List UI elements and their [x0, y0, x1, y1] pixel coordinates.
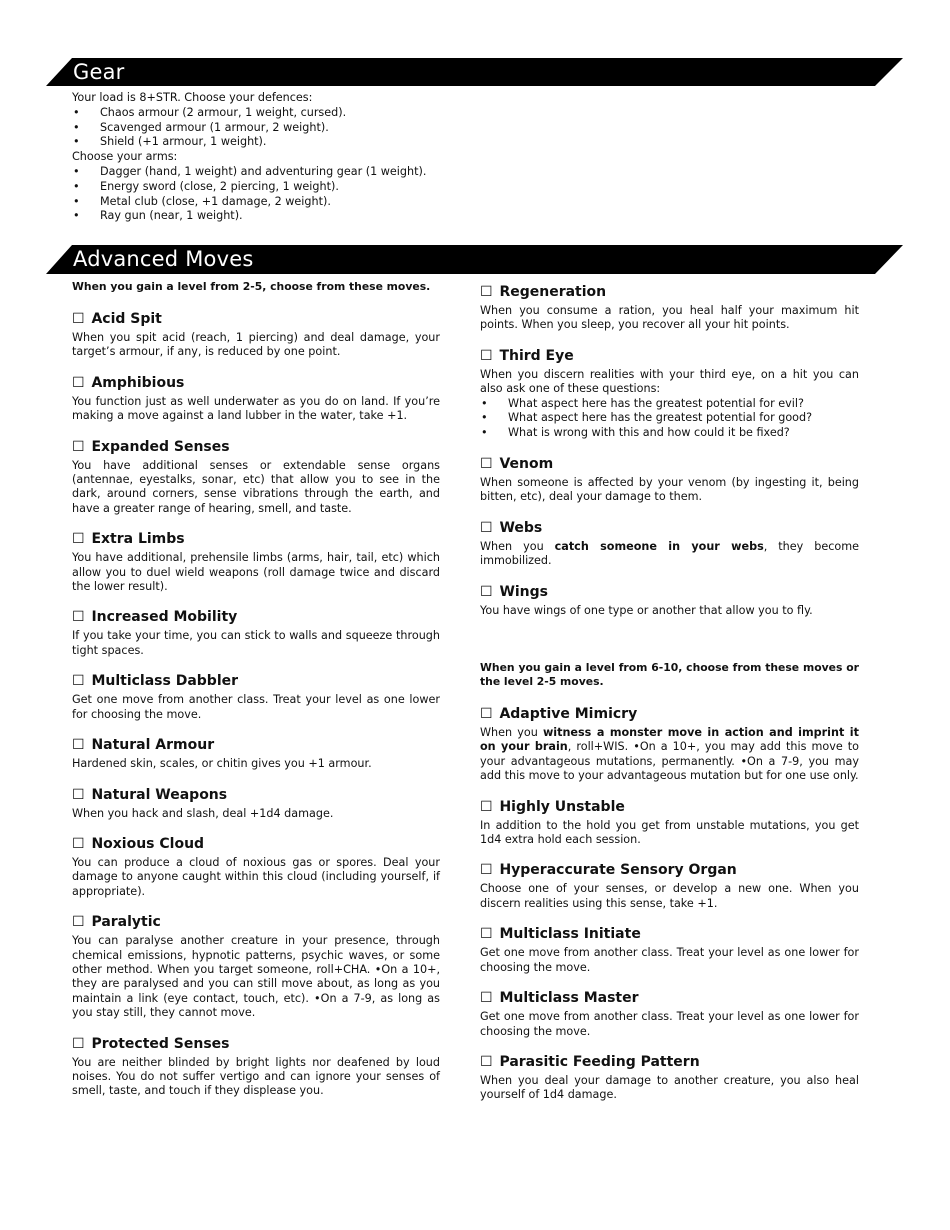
list-item: • Energy sword (close, 2 piercing, 1 weight).	[72, 180, 632, 195]
checkbox[interactable]: ☐	[72, 438, 85, 455]
checkbox[interactable]: ☐	[72, 914, 85, 931]
move-text: You are neither blinded by bright lights nor deafened by loud noises. You do not suffer vertigo and can ignore your senses of smell, taste, and touch if they displease you.	[72, 1055, 440, 1098]
gear-banner	[46, 58, 903, 86]
move-regeneration	[480, 284, 859, 333]
checkbox[interactable]: ☐	[480, 990, 493, 1007]
move-name: Multiclass Dabbler	[91, 673, 239, 690]
checkbox[interactable]: ☐	[72, 737, 85, 754]
list-item: • Shield (+1 armour, 1 weight).	[72, 135, 632, 150]
move-text: You have wings of one type or another that allow you to fly.	[480, 603, 813, 617]
move-name: Adaptive Mimicry	[499, 706, 638, 723]
move-text: Get one move from another class. Treat your level as one lower for choosing the move.	[480, 946, 859, 974]
gear-title: Gear	[73, 60, 125, 84]
checkbox[interactable]: ☐	[480, 347, 493, 364]
move-name: Noxious Cloud	[91, 835, 205, 852]
move-wings	[480, 584, 859, 618]
move-name: Parasitic Feeding Pattern	[499, 1053, 700, 1070]
move-text: You can paralyse another creature in your presence, through chemical emissions, hypnotic patterns, psychic waves, or some other method. When you target someone, roll+CHA. •On a 10+, they are paralysed and you can still move about, as long as you maintain a link (eye contact, touch, etc). •On a 7-9, as long as you stay still, they cannot move.	[72, 934, 440, 1020]
move-text	[480, 540, 859, 569]
move-text: In addition to the hold you get from unstable mutations, you get 1d4 extra hold each session.	[480, 818, 859, 847]
move-text	[480, 726, 859, 784]
text-bold: witness a monster move in action and imprint it on your brain	[480, 726, 859, 754]
move-extra-limbs	[72, 531, 440, 594]
checkbox[interactable]: ☐	[480, 456, 493, 473]
move-text: You can produce a cloud of noxious gas or spores. Deal your damage to anyone caught within this cloud (including yourself, if appropriate).	[72, 855, 440, 898]
intro-6-10: When you gain a level from 6-10, choose from these moves or the level 2-5 moves.	[480, 661, 859, 689]
move-name: Natural Armour	[91, 737, 215, 754]
list-item: • Chaos armour (2 armour, 1 weight, cursed).	[72, 106, 632, 121]
checkbox[interactable]: ☐	[480, 583, 493, 600]
load-text: Your load is 8+STR. Choose your defences:	[72, 91, 313, 104]
list-item: • Metal club (close, +1 damage, 2 weight).	[72, 195, 632, 210]
checkbox[interactable]: ☐	[480, 284, 493, 300]
text-part: When you	[480, 726, 543, 740]
move-text: Choose one of your senses, or develop a new one. When you discern realities using this sense, take +1.	[480, 882, 859, 910]
move-name: Webs	[499, 519, 543, 536]
move-venom	[480, 456, 859, 505]
text-bold: catch someone in your webs	[554, 539, 764, 553]
move-name: Extra Limbs	[91, 531, 185, 548]
checkbox[interactable]: ☐	[72, 311, 85, 327]
move-text: You have additional, prehensile limbs (arms, hair, tail, etc) which allow you to duel wield weapons (roll damage twice and discard the lower result).	[72, 551, 440, 594]
move-name: Multiclass Initiate	[499, 926, 641, 943]
checkbox[interactable]: ☐	[72, 835, 85, 852]
move-natural-armour	[72, 737, 440, 771]
move-name: Paralytic	[91, 914, 161, 931]
move-adaptive-mimicry	[480, 706, 859, 784]
advanced-moves-title: Advanced Moves	[73, 247, 254, 271]
move-hyperaccurate-sensory-organ	[480, 862, 859, 911]
move-text: When you hack and slash, deal +1d4 damage.	[72, 806, 334, 820]
list-item: • Ray gun (near, 1 weight).	[72, 209, 632, 224]
move-name: Hyperaccurate Sensory Organ	[499, 862, 737, 879]
checkbox[interactable]: ☐	[72, 1035, 85, 1052]
move-name: Regeneration	[499, 284, 607, 300]
move-increased-mobility	[72, 609, 440, 658]
move-name: Increased Mobility	[91, 609, 238, 626]
list-item: • What is wrong with this and how could it be fixed?	[480, 426, 859, 441]
move-acid-spit	[72, 311, 440, 360]
intro-2-5: When you gain a level from 2-5, choose from these moves.	[72, 280, 431, 293]
move-name: Protected Senses	[91, 1035, 230, 1052]
checkbox[interactable]: ☐	[480, 519, 493, 536]
checkbox[interactable]: ☐	[480, 862, 493, 879]
move-third-eye	[480, 348, 859, 441]
moves-column-left	[72, 280, 440, 1099]
move-multiclass-master	[480, 990, 859, 1039]
move-text: When you spit acid (reach, 1 piercing) and deal damage, your target’s armour, if any, is reduced by one point.	[72, 331, 440, 359]
third-eye-questions	[480, 397, 859, 441]
checkbox[interactable]: ☐	[480, 926, 493, 943]
move-protected-senses	[72, 1036, 440, 1099]
move-expanded-senses	[72, 439, 440, 517]
list-item: • Dagger (hand, 1 weight) and adventuring gear (1 weight).	[72, 165, 632, 180]
checkbox[interactable]: ☐	[72, 673, 85, 690]
move-name: Acid Spit	[91, 311, 162, 327]
arms-text: Choose your arms:	[72, 150, 178, 164]
list-item: • What aspect here has the greatest potential for good?	[480, 411, 859, 426]
text-part: , they become immobilized.	[480, 539, 859, 568]
move-text: You function just as well underwater as you do on land. If you’re making a move against a land lubber in the water, take +1.	[72, 394, 440, 423]
checkbox[interactable]: ☐	[72, 374, 85, 391]
move-text: You have additional senses or extendable sense organs (antennae, eyestalks, sonar, etc) that allow you to see in the dark, around corners, sense vibrations through the earth, and have a greater range of hearing, smell, and taste.	[72, 458, 440, 515]
move-noxious-cloud	[72, 836, 440, 899]
move-name: Multiclass Master	[499, 990, 639, 1007]
move-text: Hardened skin, scales, or chitin gives you +1 armour.	[72, 757, 372, 771]
move-multiclass-dabbler	[72, 673, 440, 722]
text-part: When you	[480, 539, 555, 553]
move-text: When you consume a ration, you heal half your maximum hit points. When you sleep, you recover all your hit points.	[480, 304, 859, 332]
move-amphibious	[72, 375, 440, 424]
move-text: When you discern realities with your third eye, on a hit you can also ask one of these questions:	[480, 367, 859, 396]
move-name: Expanded Senses	[91, 438, 230, 455]
move-name: Highly Unstable	[499, 798, 625, 815]
move-name: Amphibious	[91, 374, 185, 391]
move-paralytic	[72, 914, 440, 1020]
checkbox[interactable]: ☐	[480, 706, 493, 723]
move-name: Natural Weapons	[91, 786, 228, 803]
checkbox[interactable]: ☐	[72, 609, 85, 626]
move-natural-weapons	[72, 787, 440, 821]
arms-list	[72, 165, 632, 224]
move-name: Third Eye	[499, 347, 574, 364]
text-part: , roll+WIS. •On a 10+, you may add this move to your advantageous mutations, permanently. •On a 7-9, you may add this move to your advantageous mutation but for one use only.	[480, 740, 859, 783]
gear-banner-shape	[46, 58, 903, 86]
move-webs	[480, 520, 859, 569]
move-highly-unstable	[480, 799, 859, 848]
advanced-moves-banner	[46, 245, 903, 273]
checkbox[interactable]: ☐	[72, 786, 85, 803]
move-name: Wings	[499, 583, 548, 600]
move-text: When someone is affected by your venom (by ingesting it, being bitten, etc), deal your damage to them.	[480, 476, 859, 504]
moves-column-right	[480, 284, 859, 1103]
move-text: If you take your time, you can stick to walls and squeeze through tight spaces.	[72, 629, 440, 657]
list-item: • What aspect here has the greatest potential for evil?	[480, 397, 859, 412]
checkbox[interactable]: ☐	[72, 531, 85, 548]
move-name: Venom	[499, 456, 554, 473]
checkbox[interactable]: ☐	[480, 1053, 493, 1070]
move-text: Get one move from another class. Treat your level as one lower for choosing the move.	[72, 693, 440, 721]
list-item: • Scavenged armour (1 armour, 2 weight).	[72, 121, 632, 136]
checkbox[interactable]: ☐	[480, 798, 493, 815]
move-text: When you deal your damage to another creature, you also heal yourself of 1d4 damage.	[480, 1073, 859, 1102]
move-text: Get one move from another class. Treat your level as one lower for choosing the move.	[480, 1010, 859, 1038]
move-parasitic-feeding-pattern	[480, 1054, 859, 1103]
move-multiclass-initiate	[480, 926, 859, 975]
gear-section	[72, 91, 632, 224]
defences-list	[72, 106, 632, 150]
